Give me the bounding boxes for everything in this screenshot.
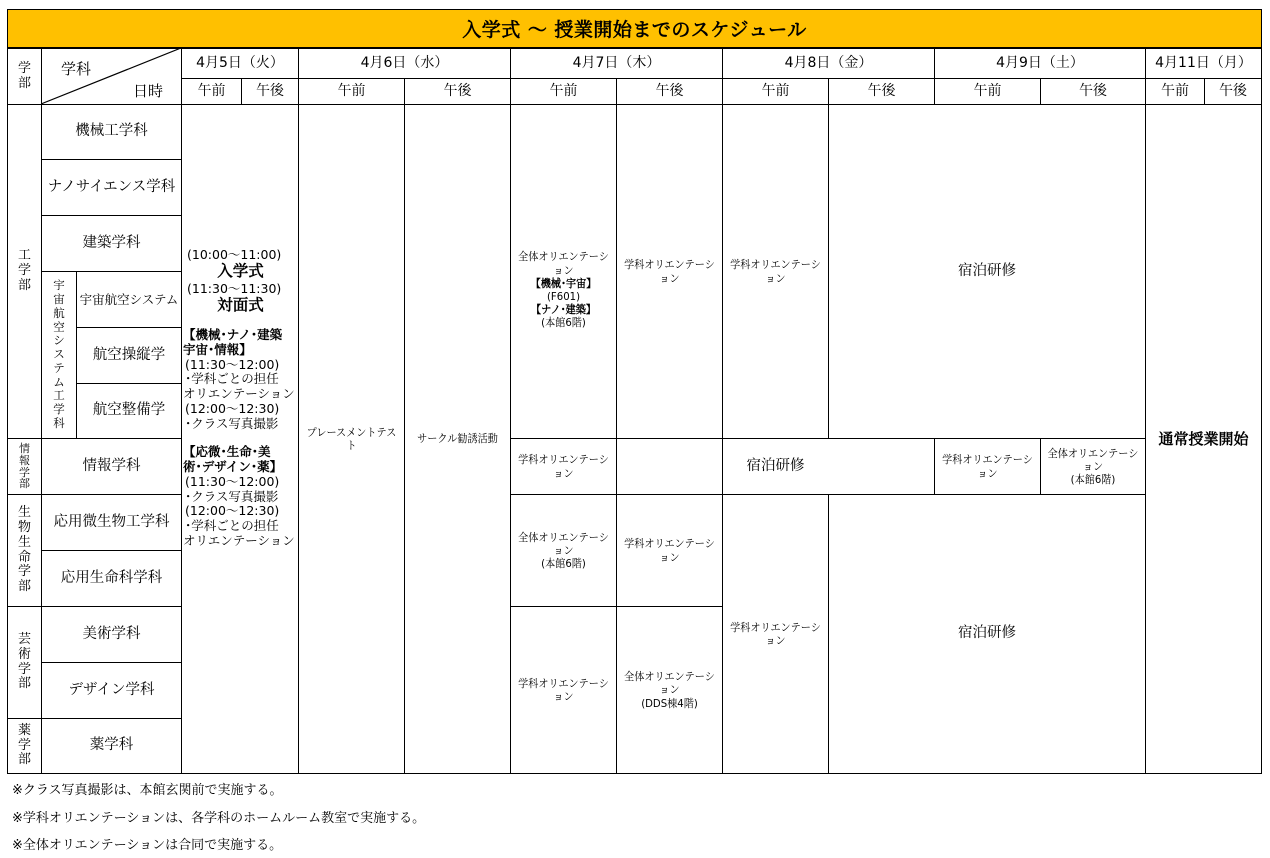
apr7-arts-pm	[621, 607, 718, 773]
apr7-eng-am	[515, 105, 612, 475]
apr11-regular-classes: 通常授業開始	[1158, 430, 1249, 448]
apr7-bio-pm: 学科オリエンテーション	[624, 537, 715, 564]
apr7-info-am: 学科オリエンテーション	[518, 453, 609, 480]
apr5-group1-a: 【機械･ナノ･建築	[183, 327, 283, 343]
header-pm: 午後	[256, 83, 284, 100]
header-pm: 午後	[655, 83, 684, 100]
apr7-bio-am	[515, 495, 612, 606]
faculty-arts: 芸 術 学 部	[17, 632, 31, 692]
retreat-informatics: 宿泊研修	[746, 457, 805, 474]
dept-pharmacy: 薬学科	[89, 737, 134, 754]
date-apr8: 4月8日（金）	[784, 55, 873, 72]
header-pm: 午後	[443, 83, 472, 100]
dept-informatics: 情報学科	[82, 457, 141, 474]
apr9-info-pm-line-1: 全体オリエンテーション	[1047, 446, 1139, 473]
apr7-eng-line-2: 【機械･宇宙】	[530, 276, 597, 290]
apr8-lower-am: 学科オリエンテーション	[730, 620, 821, 647]
apr9-info-pm	[1045, 439, 1141, 494]
faculty-engineering: 工 学 部	[17, 248, 31, 293]
header-am: 午前	[1161, 83, 1189, 100]
apr5-group2-line-2: ･学科ごとの担任	[185, 518, 279, 534]
header-am: 午前	[549, 83, 578, 100]
apr5-time-2: (11:30〜11:30)	[187, 281, 282, 297]
apr5-schedule	[183, 248, 298, 549]
dept-flight: 航空操縦学	[92, 346, 166, 363]
apr5-group2-line-1: ･クラス写真撮影	[185, 488, 279, 504]
apr9-info-am: 学科オリエンテーション	[942, 453, 1033, 480]
header-pm: 午後	[867, 83, 896, 100]
dept-space-systems: 宇宙航空システム	[79, 292, 179, 307]
apr7-eng-line-1: 全体オリエンテーション	[518, 250, 609, 277]
apr5-time-1: (10:00〜11:00)	[187, 247, 282, 262]
date-apr7: 4月7日（木）	[572, 55, 661, 72]
apr5-group1-b: 宇宙･情報】	[183, 341, 252, 357]
apr6-placement-test: プレースメントテスト	[306, 425, 397, 452]
header-faculty: 学 部	[17, 60, 31, 91]
apr5-group2-b: 術･デザイン･薬】	[183, 459, 283, 475]
retreat-lower: 宿泊研修	[958, 625, 1016, 642]
apr8-eng-am: 学科オリエンテーション	[730, 258, 821, 285]
dept-microbiology: 応用微生物工学科	[53, 513, 170, 530]
apr5-group1-line-1: ･学科ごとの担任	[185, 371, 279, 387]
note-3: ※全体オリエンテーションは合同で実施する。	[12, 838, 283, 853]
apr7-arts-am: 学科オリエンテーション	[518, 676, 609, 703]
header-am: 午前	[973, 83, 1002, 100]
faculty-informatics: 情 報 学 部	[19, 442, 30, 491]
dept-mechanical: 機械工学科	[75, 123, 148, 140]
date-apr5: 4月5日（火）	[196, 55, 284, 72]
apr5-entrance: 入学式	[217, 261, 264, 280]
apr7-eng-line-4: 【ナノ･建築】	[530, 303, 597, 317]
header-dept: 学科	[60, 60, 91, 78]
apr5-group2-time-2: (12:00〜12:30)	[185, 503, 280, 519]
note-1: ※クラス写真撮影は、本館玄関前で実施する。	[12, 783, 283, 798]
apr7-bio-am-line-2: (本館6階)	[541, 557, 586, 571]
dept-maintenance: 航空整備学	[92, 402, 166, 419]
apr5-group1-line-3: ･クラス写真撮影	[185, 415, 279, 431]
apr5-group1-time-2: (12:00〜12:30)	[185, 400, 280, 416]
faculty-pharmacy: 薬 学 部	[17, 722, 31, 768]
date-apr11: 4月11日（月）	[1155, 55, 1252, 72]
faculty-bioscience: 生 物 生 命 学 部	[17, 505, 31, 594]
apr7-arts-pm-line-1: 全体オリエンテーション	[624, 670, 715, 697]
faculty-aerospace: 宇 宙 航 空 シ ス テ ム 工 学 科	[53, 278, 65, 431]
date-apr6: 4月6日（水）	[360, 55, 449, 72]
retreat-engineering: 宿泊研修	[958, 262, 1016, 279]
header-pm: 午後	[1219, 83, 1247, 100]
apr7-arts-pm-line-2: (DDS棟4階)	[641, 696, 698, 710]
apr7-eng-pm: 学科オリエンテーション	[624, 258, 715, 285]
apr5-meeting: 対面式	[217, 295, 264, 314]
apr7-bio-am-line-1: 全体オリエンテーション	[518, 530, 609, 557]
apr5-group2-time-1: (11:30〜12:00)	[185, 473, 280, 489]
dept-life-science: 応用生命科学科	[60, 569, 163, 586]
header-datetime: 日時	[132, 82, 163, 100]
apr5-group2-a: 【応微･生命･美	[183, 444, 271, 460]
dept-nano: ナノサイエンス学科	[47, 178, 176, 195]
apr7-eng-line-3: (F601)	[546, 290, 581, 303]
apr5-group1-time-1: (11:30〜12:00)	[185, 356, 280, 372]
dept-design: デザイン学科	[68, 681, 155, 698]
header-am: 午前	[337, 83, 366, 100]
header-am: 午前	[761, 83, 790, 100]
page-title: 入学式 〜 授業開始までのスケジュール	[7, 9, 1262, 48]
apr6-club-activity: サークル勧誘活動	[417, 432, 498, 446]
apr5-group2-line-3: オリエンテーション	[183, 532, 295, 548]
header-pm: 午後	[1079, 83, 1107, 100]
apr5-group1-line-2: オリエンテーション	[183, 386, 295, 402]
dept-fine-arts: 美術学科	[82, 625, 141, 642]
date-apr9: 4月9日（土）	[996, 55, 1084, 72]
apr9-info-pm-line-2: (本館6階)	[1070, 473, 1116, 487]
header-am: 午前	[197, 83, 226, 100]
apr7-eng-line-5: (本館6階)	[541, 316, 586, 330]
dept-architecture: 建築学科	[82, 234, 141, 251]
note-2: ※学科オリエンテーションは、各学科のホームルーム教室で実施する。	[12, 811, 426, 826]
